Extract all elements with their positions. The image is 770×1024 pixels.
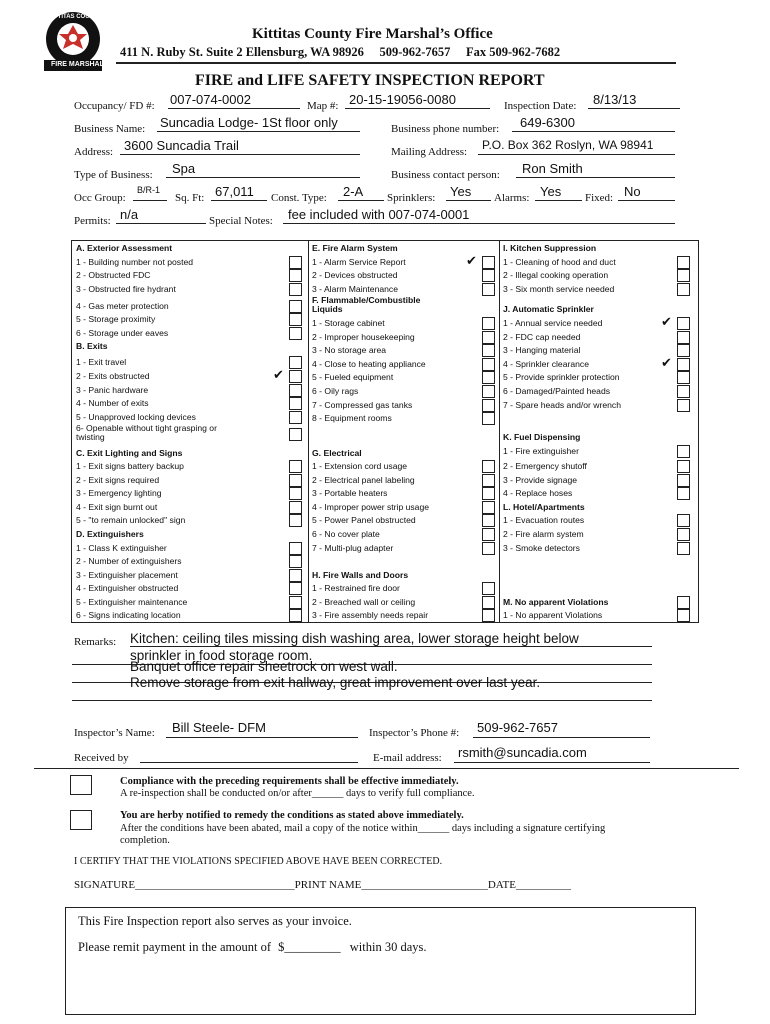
- violation-checkbox[interactable]: [289, 596, 302, 609]
- type-field[interactable]: Spa: [172, 161, 196, 176]
- section-heading: F. Flammable/Combustible: [312, 295, 421, 305]
- violation-item-label: 7 - Multi-plug adapter: [312, 543, 394, 553]
- violation-checkbox[interactable]: [482, 514, 495, 527]
- violation-checkbox[interactable]: [289, 428, 302, 441]
- violation-checkbox[interactable]: [677, 445, 690, 458]
- violation-item-label: 4 - Extinguisher obstructed: [76, 583, 179, 593]
- violation-checkbox[interactable]: [289, 609, 302, 622]
- violation-checkbox[interactable]: [289, 582, 302, 595]
- violation-item-label: 2 - Devices obstructed: [312, 270, 398, 280]
- violation-checkbox[interactable]: [289, 460, 302, 473]
- violation-checkbox[interactable]: [289, 269, 302, 282]
- violation-item-label: 7 - Compressed gas tanks: [312, 400, 413, 410]
- violation-checkbox[interactable]: [289, 501, 302, 514]
- remarks-label: Remarks:: [74, 636, 117, 648]
- violation-checkbox[interactable]: [677, 358, 690, 371]
- violation-item-label: 4 - Replace hoses: [503, 488, 573, 498]
- inspector-phone-field[interactable]: 509-962-7657: [477, 720, 558, 735]
- mailing-label: Mailing Address:: [391, 146, 468, 158]
- section-heading: L. Hotel/Apartments: [503, 502, 585, 512]
- violation-checkbox[interactable]: [289, 397, 302, 410]
- violation-checkbox[interactable]: [289, 384, 302, 397]
- violation-checkbox[interactable]: [677, 371, 690, 384]
- violation-checkbox[interactable]: [289, 474, 302, 487]
- certify-statement: I CERTIFY THAT THE VIOLATIONS SPECIFIED ABOVE HAVE BEEN CORRECTED.: [74, 856, 443, 867]
- check-mark-icon: ✔: [661, 315, 672, 330]
- violation-item-label: 3 - Alarm Maintenance: [312, 284, 398, 294]
- violation-item-label: 1 - Annual service needed: [503, 318, 603, 328]
- logo-text-top: KITTITAS COUNTY: [48, 14, 102, 20]
- section-heading: D. Extinguishers: [76, 529, 144, 539]
- violation-item-label: 3 - Hanging material: [503, 345, 581, 355]
- violation-item-label: 2 - Obstructed FDC: [76, 270, 151, 280]
- violation-item-label: 3 - Fire assembly needs repair: [312, 610, 429, 620]
- inspector-name-label: Inspector’s Name:: [74, 727, 155, 739]
- violation-checkbox[interactable]: [289, 356, 302, 369]
- violation-checkbox[interactable]: [482, 609, 495, 622]
- occ-group-label: Occ Group:: [74, 192, 126, 204]
- office-title: Kittitas County Fire Marshal’s Office: [252, 26, 493, 42]
- violation-item-label: 5 - "to remain unlocked" sign: [76, 515, 186, 525]
- violation-checkbox[interactable]: [677, 399, 690, 412]
- violation-checkbox[interactable]: [289, 411, 302, 424]
- violation-checkbox[interactable]: [482, 542, 495, 555]
- violation-item-label: 3 - Obstructed fire hydrant: [76, 284, 176, 294]
- fixed-label: Fixed:: [585, 192, 614, 204]
- inspector-phone-label: Inspector’s Phone #:: [369, 727, 460, 739]
- violation-checkbox[interactable]: [677, 344, 690, 357]
- violation-checkbox[interactable]: [677, 283, 690, 296]
- compliance-notified-checkbox[interactable]: [70, 810, 92, 830]
- violation-item-label: 2 - FDC cap needed: [503, 332, 581, 342]
- violation-checkbox[interactable]: [677, 460, 690, 473]
- remarks-line-2[interactable]: sprinkler in food storage room.: [130, 648, 313, 663]
- violation-item-label: 6 - No cover plate: [312, 529, 380, 539]
- violation-item-label: 3 - Provide signage: [503, 475, 578, 485]
- violation-checkbox[interactable]: [482, 399, 495, 412]
- violation-item-label: 5 - Extinguisher maintenance: [76, 597, 188, 607]
- section-heading: H. Fire Walls and Doors: [312, 570, 409, 580]
- violation-checkbox[interactable]: [677, 317, 690, 330]
- violation-checkbox[interactable]: [482, 371, 495, 384]
- violation-checkbox[interactable]: [482, 528, 495, 541]
- violation-item-label: 1 - Evacuation routes: [503, 515, 585, 525]
- violation-checkbox[interactable]: [677, 609, 690, 622]
- compliance-notified-title: You are herby notified to remedy the conditions as stated above immediately.: [120, 810, 464, 821]
- compliance-notified-sub: After the conditions have been abated, mail a copy of the notice within______ days including a signature certifying: [120, 823, 606, 834]
- violation-item-label: 3 - Emergency lighting: [76, 488, 162, 498]
- violation-checkbox[interactable]: [482, 358, 495, 371]
- section-heading: A. Exterior Assessment: [76, 243, 173, 253]
- violation-item-label: 1 - Alarm Service Report: [312, 257, 406, 267]
- violation-item-label: 4 - Close to heating appliance: [312, 359, 426, 369]
- violation-item-label: 1 - Class K extinguisher: [76, 543, 167, 553]
- violation-item-label: 3 - Smoke detectors: [503, 543, 580, 553]
- violation-item-label: 7 - Spare heads and/or wrench: [503, 400, 621, 410]
- violation-item-label: 1 - Restrained fire door: [312, 583, 400, 593]
- violation-item-label: 2 - Exits obstructed: [76, 371, 150, 381]
- occupancy-field[interactable]: 007-074-0002: [170, 92, 251, 107]
- violation-checkbox[interactable]: [289, 283, 302, 296]
- compliance-notified-sub2: completion.: [120, 835, 170, 846]
- violation-item-label: 2 - Emergency shutoff: [503, 461, 587, 471]
- permits-field[interactable]: n/a: [120, 207, 139, 222]
- invoice-within-text: within 30 days.: [349, 940, 427, 954]
- inspector-name-field[interactable]: Bill Steele- DFM: [172, 720, 266, 735]
- section-heading: B. Exits: [76, 341, 108, 351]
- violation-checkbox[interactable]: [482, 487, 495, 500]
- violation-item-label: 3 - Portable heaters: [312, 488, 388, 498]
- section-heading: G. Electrical: [312, 448, 362, 458]
- violation-item-label: 3 - No storage area: [312, 345, 387, 355]
- business-name-label: Business Name:: [74, 123, 146, 135]
- violation-item-label: 6 - Signs indicating location: [76, 610, 181, 620]
- violation-checkbox[interactable]: [677, 528, 690, 541]
- address-field[interactable]: 3600 Suncadia Trail: [124, 138, 239, 153]
- violation-checkbox[interactable]: [677, 331, 690, 344]
- violation-checkbox[interactable]: [482, 385, 495, 398]
- check-mark-icon: ✔: [273, 368, 284, 383]
- violation-item-label: 6 - Storage under eaves: [76, 328, 169, 338]
- email-label: E-mail address:: [373, 752, 442, 764]
- special-notes-label: Special Notes:: [209, 215, 273, 227]
- violation-item-label: 4 - Exit sign burnt out: [76, 502, 158, 512]
- remarks-line-1[interactable]: Kitchen: ceiling tiles missing dish washing area, lower storage height below: [130, 631, 579, 646]
- violation-item-label: 5 - Storage proximity: [76, 314, 156, 324]
- violation-item-label: 3 - Six month service needed: [503, 284, 615, 294]
- office-address: 411 N. Ruby St. Suite 2 Ellensburg, WA 98926 509-962-7657 Fax 509-962-7682: [120, 45, 561, 59]
- violation-checkbox[interactable]: [482, 331, 495, 344]
- sqft-field[interactable]: 67,011: [215, 184, 254, 199]
- violation-item-label: 5 - Fueled equipment: [312, 372, 394, 382]
- invoice-amount-field[interactable]: $_________: [278, 940, 341, 954]
- violation-item-label: 1 - Cleaning of hood and duct: [503, 257, 616, 267]
- violation-checkbox[interactable]: [677, 256, 690, 269]
- violation-checkbox[interactable]: [677, 542, 690, 555]
- business-name-field[interactable]: Suncadia Lodge- 1St floor only: [160, 115, 338, 130]
- violation-checkbox[interactable]: [289, 256, 302, 269]
- violation-item-label: 2 - Fire alarm system: [503, 529, 584, 539]
- violation-item-label: 1 - Building number not posted: [76, 257, 194, 267]
- special-notes-field[interactable]: fee included with 007-074-0001: [288, 207, 470, 222]
- type-label: Type of Business:: [74, 169, 153, 181]
- alarms-label: Alarms:: [494, 192, 530, 204]
- violation-item-label: 5 - Power Panel obstructed: [312, 515, 416, 525]
- violation-checkbox[interactable]: [482, 474, 495, 487]
- occupancy-label: Occupancy/ FD #:: [74, 100, 155, 112]
- compliance-immediate-checkbox[interactable]: [70, 775, 92, 795]
- invoice-box: [65, 907, 696, 1015]
- fixed-field[interactable]: No: [624, 184, 641, 199]
- map-field[interactable]: 20-15-19056-0080: [349, 92, 456, 107]
- remarks-line-4[interactable]: Remove storage from exit hallway, great improvement over last year.: [130, 675, 541, 690]
- violation-checkbox[interactable]: [677, 474, 690, 487]
- violation-checkbox[interactable]: [677, 385, 690, 398]
- check-mark-icon: ✔: [661, 356, 672, 371]
- violation-item-label: 6 - Damaged/Painted heads: [503, 386, 611, 396]
- violation-checkbox[interactable]: [289, 555, 302, 568]
- violation-checkbox[interactable]: [482, 501, 495, 514]
- business-phone-field[interactable]: 649-6300: [520, 115, 575, 130]
- section-heading: J. Automatic Sprinkler: [503, 304, 594, 314]
- violation-checkbox[interactable]: [289, 542, 302, 555]
- email-field[interactable]: rsmith@suncadia.com: [458, 745, 587, 760]
- sprinklers-field[interactable]: Yes: [450, 184, 472, 199]
- section-heading: E. Fire Alarm System: [312, 243, 398, 253]
- section-divider: [34, 768, 739, 769]
- violation-item-label: 2 - Improper housekeeping: [312, 332, 415, 342]
- logo-text-bottom: FIRE MARSHAL: [51, 61, 104, 68]
- violation-item-label: 6- Openable without tight grasping or: [76, 423, 217, 433]
- occ-group-field[interactable]: B/R-1: [137, 185, 161, 195]
- remarks-line-3[interactable]: Banquet office repair sheetrock on west wall.: [130, 659, 398, 674]
- violation-checkbox[interactable]: [289, 514, 302, 527]
- compliance-immediate-sub: A re-inspection shall be conducted on/or after______ days to verify full compliance.: [120, 788, 475, 799]
- permits-label: Permits:: [74, 215, 111, 227]
- alarms-field[interactable]: Yes: [540, 184, 562, 199]
- violation-item-label: 6 - Oily rags: [312, 386, 359, 396]
- violation-item-label: 2 - Electrical panel labeling: [312, 475, 415, 485]
- compliance-immediate-title: Compliance with the preceding requirements shall be effective immediately.: [120, 776, 459, 787]
- violation-item-label: 2 - Illegal cooking operation: [503, 270, 609, 280]
- violation-checkbox[interactable]: [289, 300, 302, 313]
- invoice-line-1: This Fire Inspection report also serves as your invoice.: [78, 914, 352, 928]
- const-type-label: Const. Type:: [271, 192, 327, 204]
- violation-checkbox[interactable]: [289, 327, 302, 340]
- violation-item-label: 1 - Exit signs battery backup: [76, 461, 184, 471]
- contact-field[interactable]: Ron Smith: [522, 161, 583, 176]
- violation-checkbox[interactable]: [482, 283, 495, 296]
- header-rule: [116, 62, 676, 64]
- sprinklers-label: Sprinklers:: [387, 192, 436, 204]
- violation-checkbox[interactable]: [289, 313, 302, 326]
- violation-item-label: 1 - Extension cord usage: [312, 461, 408, 471]
- violation-item-label: 4 - Improper power strip usage: [312, 502, 430, 512]
- invoice-remit-text: Please remit payment in the amount of: [78, 940, 272, 954]
- violation-item-label: 5 - Provide sprinkler protection: [503, 372, 620, 382]
- violation-checkbox[interactable]: [677, 269, 690, 282]
- signature-line[interactable]: SIGNATURE_____________________________PRINT NAME_______________________DATE__________: [74, 879, 571, 891]
- violation-item-label: 2 - Breached wall or ceiling: [312, 597, 416, 607]
- violation-checkbox[interactable]: [289, 569, 302, 582]
- section-heading: K. Fuel Dispensing: [503, 432, 581, 442]
- fire-marshal-logo: [34, 10, 112, 72]
- map-label: Map #:: [307, 100, 339, 112]
- violation-item-label: 1 - Fire extinguisher: [503, 446, 579, 456]
- violation-checkbox[interactable]: [482, 344, 495, 357]
- sqft-label: Sq. Ft:: [175, 192, 205, 204]
- check-mark-icon: ✔: [466, 254, 477, 269]
- violation-checkbox[interactable]: [289, 487, 302, 500]
- section-heading: Liquids: [312, 304, 343, 314]
- violation-item-label: 4 - Sprinkler clearance: [503, 359, 589, 369]
- violation-item-label: 1 - Exit travel: [76, 357, 127, 367]
- business-phone-label: Business phone number:: [391, 123, 500, 135]
- report-title: FIRE and LIFE SAFETY INSPECTION REPORT: [195, 72, 545, 89]
- invoice-line-2: [78, 940, 427, 955]
- violation-item-label: twisting: [76, 432, 105, 442]
- violation-checkbox[interactable]: [482, 317, 495, 330]
- address-label: Address:: [74, 146, 114, 158]
- violation-checkbox[interactable]: [482, 412, 495, 425]
- violation-checkbox[interactable]: [482, 460, 495, 473]
- violation-item-label: 1 - Storage cabinet: [312, 318, 385, 328]
- violation-checkbox[interactable]: [482, 256, 495, 269]
- violation-checkbox[interactable]: [289, 370, 302, 383]
- violation-item-label: 5 - Unapproved locking devices: [76, 412, 196, 422]
- violation-checkbox[interactable]: [482, 596, 495, 609]
- violation-item-label: 1 - No apparent Violations: [503, 610, 603, 620]
- violations-grid: [71, 240, 699, 623]
- inspection-date-field[interactable]: 8/13/13: [593, 92, 637, 107]
- section-heading: I. Kitchen Suppression: [503, 243, 597, 253]
- violation-item-label: 4 - Gas meter protection: [76, 301, 169, 311]
- violation-checkbox[interactable]: [677, 514, 690, 527]
- violation-item-label: 3 - Extinguisher placement: [76, 570, 178, 580]
- violation-checkbox[interactable]: [482, 582, 495, 595]
- violation-item-label: 2 - Number of extinguishers: [76, 556, 182, 566]
- violation-item-label: 3 - Panic hardware: [76, 385, 149, 395]
- violation-checkbox[interactable]: [482, 269, 495, 282]
- mailing-field[interactable]: P.O. Box 362 Roslyn, WA 98941: [482, 138, 654, 152]
- violation-item-label: 4 - Number of exits: [76, 398, 149, 408]
- violation-item-label: 2 - Exit signs required: [76, 475, 160, 485]
- section-heading: M. No apparent Violations: [503, 597, 609, 607]
- violation-item-label: 8 - Equipment rooms: [312, 413, 392, 423]
- contact-label: Business contact person:: [391, 169, 500, 181]
- received-by-label: Received by: [74, 752, 129, 764]
- inspection-date-label: Inspection Date:: [504, 100, 577, 112]
- section-heading: C. Exit Lighting and Signs: [76, 448, 183, 458]
- violation-checkbox[interactable]: [677, 487, 690, 500]
- const-type-field[interactable]: 2-A: [343, 184, 364, 199]
- violation-checkbox[interactable]: [677, 596, 690, 609]
